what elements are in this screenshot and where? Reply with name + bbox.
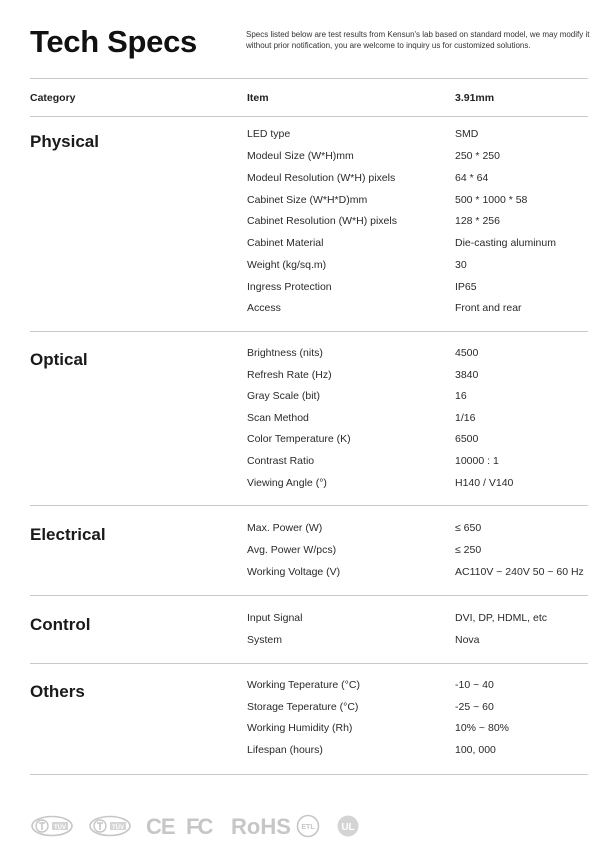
spec-value: 128 * 256 [455,215,500,227]
section-title: Electrical [30,525,106,544]
cert-label: UL [341,822,355,833]
spec-item: Ingress Protection [247,281,332,293]
spec-item: Cabinet Size (W*H*D)mm [247,194,368,206]
etl-mark-icon [296,814,320,838]
spec-item: Max. Power (W) [247,522,323,534]
spec-item: Working Voltage (V) [247,566,341,578]
spec-item: Cabinet Material [247,237,324,249]
section-title: Others [30,682,85,701]
cert-label: TÜV [112,825,124,831]
spec-value: 4500 [455,347,479,359]
spec-item: Working Humidity (Rh) [247,722,353,734]
spec-item: Modeul Resolution (W*H) pixels [247,172,396,184]
spec-value: 64 * 64 [455,172,489,184]
column-header-model: 3.91mm [455,92,495,104]
spec-value: -10 ~ 40 [455,679,494,691]
table-row [0,194,616,215]
spec-value: H140 / V140 [455,477,514,489]
table-row [0,302,616,323]
table-row [0,455,616,476]
section-divider [30,331,588,332]
table-row [0,259,616,280]
table-row [0,172,616,193]
table-row [0,701,616,722]
spec-item: Refresh Rate (Hz) [247,369,332,381]
spec-value: 10% ~ 80% [455,722,509,734]
spec-value: DVI, DP, HDML, etc [455,612,547,624]
header-divider [30,116,588,117]
spec-item: Color Temperature (K) [247,433,351,445]
table-row [0,433,616,454]
table-row [0,566,616,587]
spec-item: Weight (kg/sq.m) [247,259,327,271]
spec-value: Nova [455,634,480,646]
specs-disclaimer: Specs listed below are test results from Kensun's lab based on standard model, we may modify it without prior notification, you are welcome to inquiry us for customized solutions. [246,30,590,50]
table-row [0,522,616,543]
spec-item: Gray Scale (bit) [247,390,320,402]
table-row [0,215,616,236]
table-row [0,281,616,302]
table-row [0,477,616,498]
spec-item: Contrast Ratio [247,455,315,467]
table-row [0,612,616,633]
section-divider [30,595,588,596]
spec-item: Avg. Power W/pcs) [247,544,337,556]
top-divider [30,78,588,79]
fc-mark-icon: FC [186,814,212,839]
spec-item: LED type [247,128,291,140]
spec-value: 30 [455,259,467,271]
table-row [0,390,616,411]
spec-value: 3840 [455,369,479,381]
page-title: Tech Specs [30,24,198,59]
section-title: Control [30,615,91,634]
spec-value: 1/16 [455,412,476,424]
spec-value: Die-casting aluminum [455,237,556,249]
table-row [0,634,616,655]
tuv-mark-icon [88,815,132,837]
table-row [0,744,616,765]
table-row [0,369,616,390]
spec-value: ≤ 650 [455,522,482,534]
spec-item: Storage Teperature (°C) [247,701,359,713]
section-divider [30,663,588,664]
page-header [30,24,590,64]
table-row [0,412,616,433]
spec-value: Front and rear [455,302,522,314]
spec-item: System [247,634,283,646]
spec-item: Lifespan (hours) [247,744,323,756]
spec-item: Working Teperature (°C) [247,679,360,691]
spec-value: 10000 : 1 [455,455,499,467]
spec-item: Input Signal [247,612,303,624]
ce-mark-icon: CE [146,814,175,839]
table-row [0,679,616,700]
spec-value: SMD [455,128,479,140]
column-header-item: Item [247,92,269,104]
section-title: Optical [30,350,88,369]
cert-label: TÜV [54,825,66,831]
rohs-mark-icon: RoHS [231,814,291,839]
spec-item: Scan Method [247,412,309,424]
tuv-mark-icon [30,815,74,837]
spec-item: Modeul Size (W*H)mm [247,150,354,162]
table-row [0,722,616,743]
spec-value: 16 [455,390,467,402]
cert-label: ETL [301,824,315,831]
spec-value: 500 * 1000 * 58 [455,194,528,206]
spec-item: Cabinet Resolution (W*H) pixels [247,215,397,227]
spec-value: 250 * 250 [455,150,500,162]
spec-item: Access [247,302,281,314]
spec-item: Brightness (nits) [247,347,323,359]
table-row [0,544,616,565]
table-row [0,150,616,171]
spec-value: ≤ 250 [455,544,482,556]
table-row [0,237,616,258]
spec-item: Viewing Angle (°) [247,477,327,489]
spec-value: IP65 [455,281,477,293]
section-divider [30,505,588,506]
certification-marks [30,813,390,841]
table-row [0,128,616,149]
section-title: Physical [30,132,99,151]
spec-value: 6500 [455,433,479,445]
bottom-divider [30,774,588,775]
column-header-category: Category [30,92,76,104]
ul-mark-icon [336,814,360,838]
spec-value: AC110V ~ 240V 50 ~ 60 Hz [455,566,584,578]
spec-value: 100, 000 [455,744,496,756]
table-row [0,347,616,368]
spec-value: -25 ~ 60 [455,701,494,713]
